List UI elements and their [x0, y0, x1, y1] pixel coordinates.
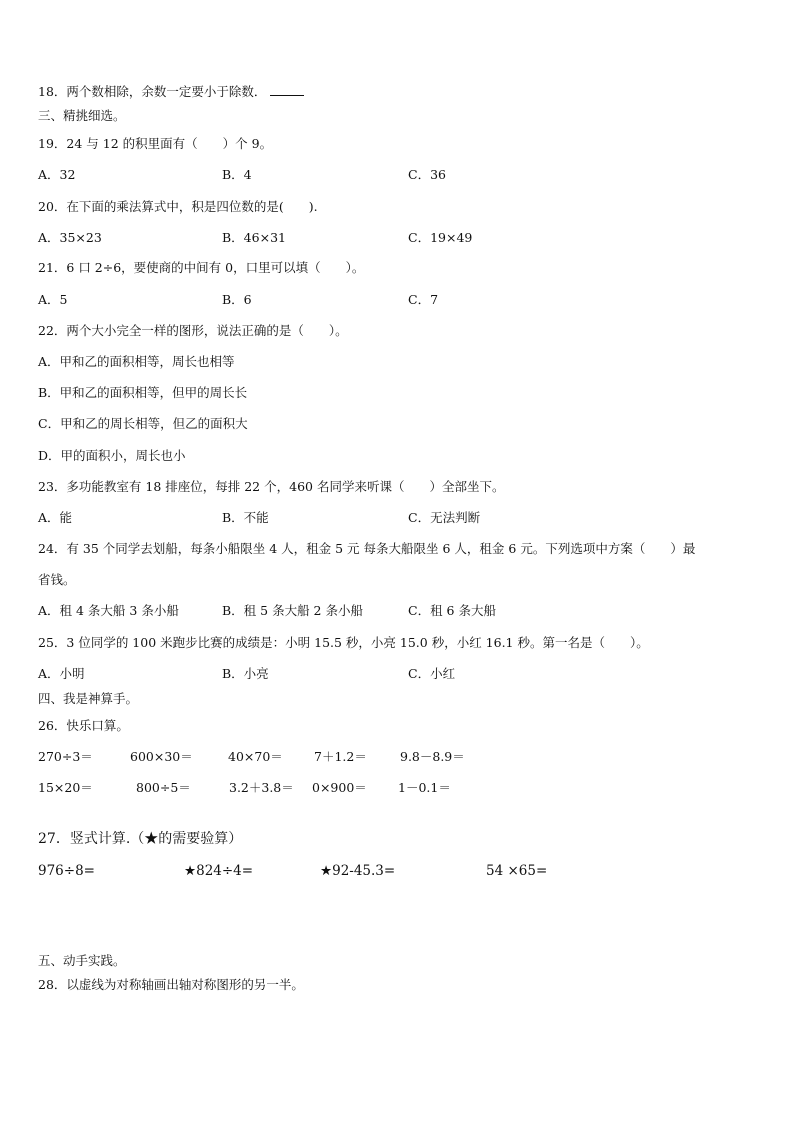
section5-title: 五、动手实践。 — [38, 953, 126, 968]
q19-option-a[interactable]: A．32 — [38, 167, 76, 182]
q26-calc: 800÷5＝ — [136, 780, 191, 795]
q23-text: 23．多功能教室有 18 排座位，每排 22 个，460 名同学来听课（ ）全部坐下。 — [38, 479, 505, 494]
q27-item: 976÷8= — [38, 863, 95, 879]
q22-option-a[interactable]: A．甲和乙的面积相等，周长也相等 — [38, 354, 235, 369]
q25-text: 25．3 位同学的 100 米跑步比赛的成绩是：小明 15.5 秒，小亮 15.0 秒，小红 16.1 秒。第一名是（ ）。 — [38, 635, 649, 650]
section3-title: 三、精挑细选。 — [38, 108, 126, 123]
q26-calc: 0×900＝ — [312, 780, 367, 795]
q19-option-b[interactable]: B．4 — [222, 167, 252, 182]
q20-option-c[interactable]: C．19×49 — [408, 230, 473, 245]
q24-option-b[interactable]: B．租 5 条大船 2 条小船 — [222, 603, 363, 618]
q24-text-line1: 24．有 35 个同学去划船，每条小船限坐 4 人，租金 5 元 每条大船限坐 6 人，租金 6 元。下列选项中方案（ ）最 — [38, 541, 696, 556]
q25-option-c[interactable]: C．小红 — [408, 666, 456, 681]
q21-option-a[interactable]: A．5 — [38, 292, 68, 307]
q19-text: 19．24 与 12 的积里面有（ ）个 9。 — [38, 136, 273, 151]
q26-calc: 3.2＋3.8＝ — [229, 780, 294, 795]
q26-text: 26．快乐口算。 — [38, 718, 129, 733]
q21-option-b[interactable]: B．6 — [222, 292, 252, 307]
q20-option-b[interactable]: B．46×31 — [222, 230, 286, 245]
q20-text: 20．在下面的乘法算式中，积是四位数的是( ). — [38, 199, 318, 214]
q21-text: 21．6 口 2÷6，要使商的中间有 0，口里可以填（ ）。 — [38, 260, 365, 275]
q26-calc: 7＋1.2＝ — [314, 749, 367, 764]
q22-option-c[interactable]: C．甲和乙的周长相等，但乙的面积大 — [38, 416, 248, 431]
q26-calc: 270÷3＝ — [38, 749, 93, 764]
q22-option-b[interactable]: B．甲和乙的面积相等，但甲的周长长 — [38, 385, 248, 400]
q23-option-a[interactable]: A．能 — [38, 510, 73, 525]
q18-answer-blank[interactable] — [270, 84, 304, 96]
q19-option-c[interactable]: C．36 — [408, 167, 446, 182]
q21-option-c[interactable]: C．7 — [408, 292, 439, 307]
q24-option-c[interactable]: C．租 6 条大船 — [408, 603, 496, 618]
q25-option-b[interactable]: B．小亮 — [222, 666, 269, 681]
q24-text-line2: 省钱。 — [38, 572, 76, 587]
q24-option-a[interactable]: A．租 4 条大船 3 条小船 — [38, 603, 179, 618]
q27-item: ★824÷4= — [184, 863, 254, 879]
q25-option-a[interactable]: A．小明 — [38, 666, 85, 681]
q28-text: 28．以虚线为对称轴画出轴对称图形的另一半。 — [38, 977, 304, 992]
q27-item: 54 ×65= — [486, 863, 548, 879]
q22-option-d[interactable]: D．甲的面积小，周长也小 — [38, 448, 186, 463]
q27-item: ★92-45.3= — [320, 863, 396, 879]
q26-calc: 40×70＝ — [228, 749, 283, 764]
q20-option-a[interactable]: A．35×23 — [38, 230, 102, 245]
q26-calc: 9.8－8.9＝ — [400, 749, 465, 764]
q27-text: 27．竖式计算.（★的需要验算） — [38, 831, 243, 847]
q18-text: 18．两个数相除，余数一定要小于除数． — [38, 84, 267, 99]
q23-option-b[interactable]: B．不能 — [222, 510, 269, 525]
q22-text: 22．两个大小完全一样的图形，说法正确的是（ ）。 — [38, 323, 348, 338]
q23-option-c[interactable]: C．无法判断 — [408, 510, 481, 525]
section4-title: 四、我是神算手。 — [38, 691, 139, 706]
q26-calc: 1－0.1＝ — [398, 780, 451, 795]
q26-calc: 600×30＝ — [130, 749, 193, 764]
q26-calc: 15×20＝ — [38, 780, 93, 795]
q18-line — [38, 84, 304, 100]
